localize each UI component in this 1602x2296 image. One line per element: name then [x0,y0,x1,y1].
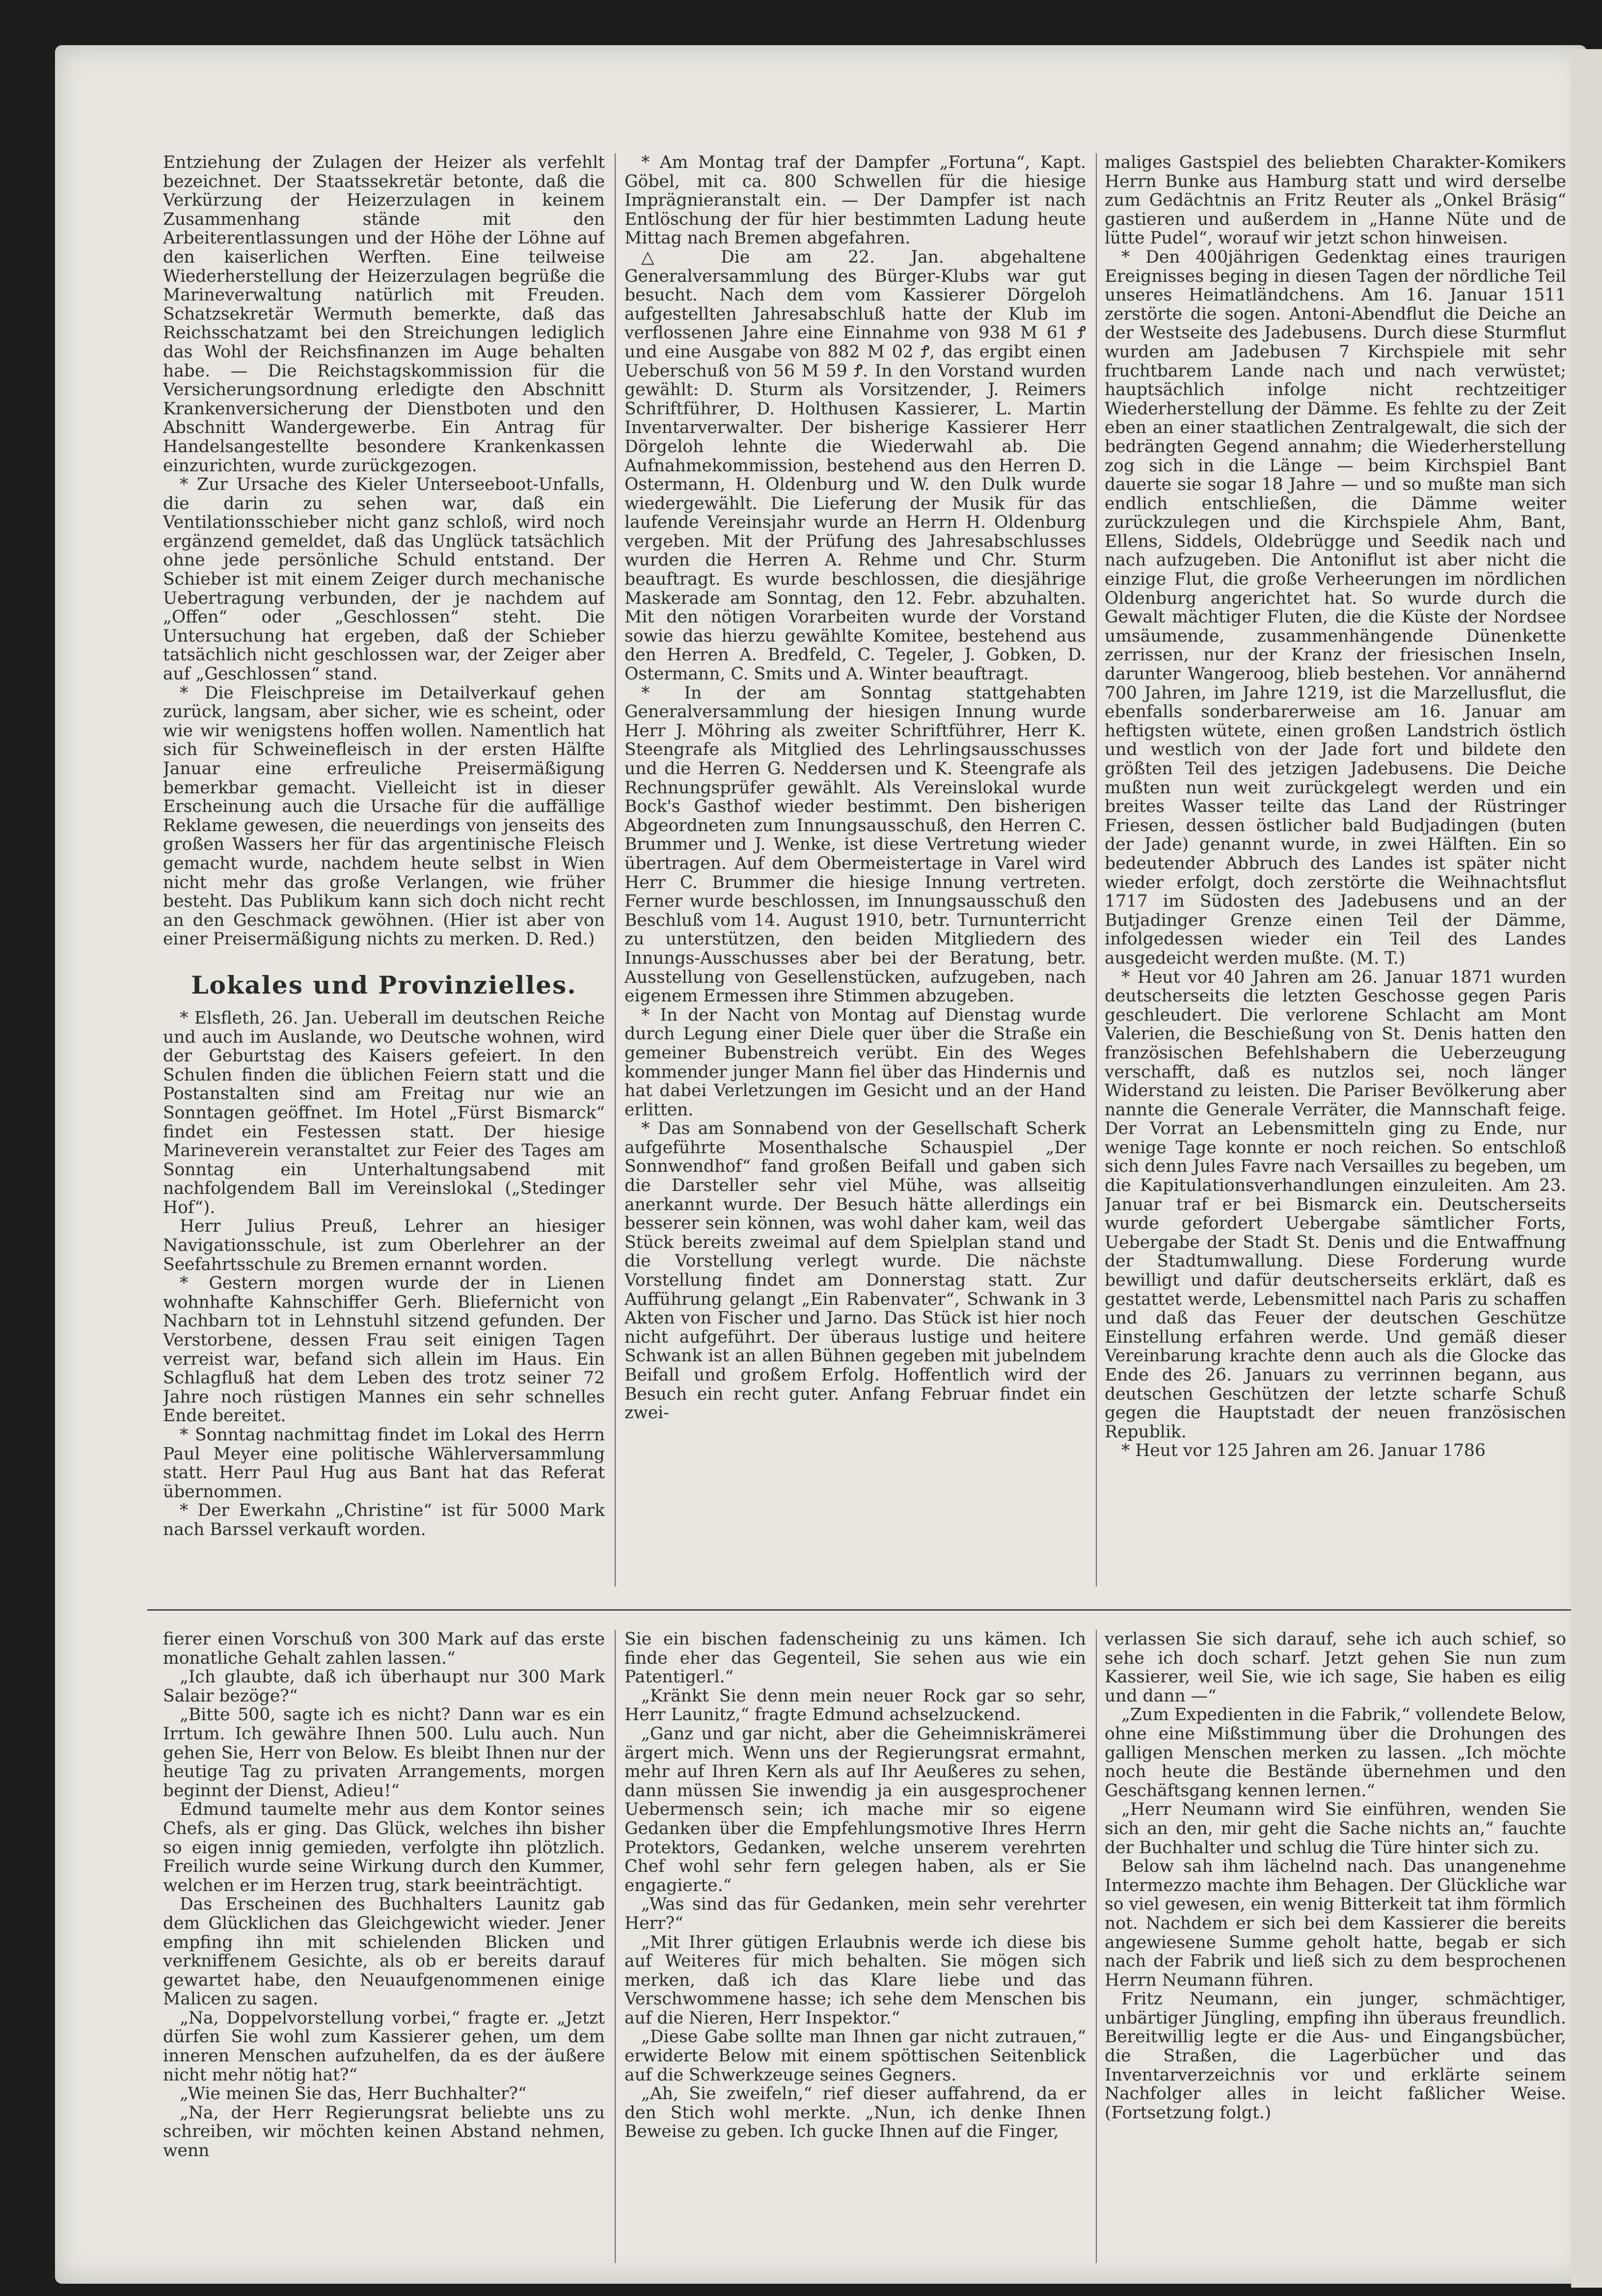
news-column-2 [625,153,1086,1592]
paragraph: „Mit Ihrer gütigen Erlaubnis werde ich diese bis auf Weiteres für mich behalten. Sie mögen sich merken, daß ich das Klare liebe und das Verschwommene hasse; ich sehe dem Menschen bis auf die Nieren, Herr Inspektor.“ [625,1932,1086,2028]
paragraph: * In der Nacht von Montag auf Dienstag wurde durch Legung einer Diele quer über die Straße ein gemeiner Bubenstreich verübt. Ein des Weges kommender junger Mann fiel über das Hindernis und hat dabei Verletzungen im Gesicht und an der Hand erlitten. [625,1005,1086,1120]
adjacent-page-edge [1571,49,1602,2288]
paragraph: * Sonntag nachmittag findet im Lokal des Herrn Paul Meyer eine politische Wählerversammlung statt. Herr Paul Hug aus Bant hat das Referat übernommen. [163,1425,605,1502]
paragraph: „Na, der Herr Regierungsrat beliebte uns zu schreiben, wir möchten keinen Abstand nehmen, wenn [163,2103,605,2161]
paragraph: * Elsfleth, 26. Jan. Ueberall im deutschen Reiche und auch im Auslande, wo Deutsche wohnen, wird der Geburtstag des Kaisers gefeiert. In den Schulen finden die üblichen Feiern statt und die Postanstalten sind am Freitag nur wie an Sonntagen geöffnet. Im Hotel „Fürst Bismarck“ findet ein Festessen statt. Der hiesige Marineverein veranstaltet zur Feier des Tages am Sonntag ein Unterhaltungsabend mit nachfolgendem Ball im Vereinslokal („Stedinger Hof“). [163,1008,605,1217]
column-rule [1096,153,1097,1587]
feuilleton-column-1 [163,1630,605,2268]
paragraph: „Bitte 500, sagte ich es nicht? Dann war es ein Irrtum. Ich gewähre Ihnen 500. Lulu auch. Nun gehen Sie, Herr von Below. Es bleibt Ihnen nur der heutige Tag zu privaten Arrangements, morgen beginnt der Dienst, Adieu!“ [163,1705,605,1801]
news-column-1 [163,153,605,1592]
paragraph: „Herr Neumann wird Sie einführen, wenden Sie sich an den, mir geht die Sache nichts an,“ fauchte der Buchhalter und schlug die Türe hinter sich zu. [1105,1800,1566,1858]
paragraph: Fritz Neumann, ein junger, schmächtiger, unbärtiger Jüngling, empfing ihn überaus freundlich. Bereitwillig legte er die Aus- und Eingangsbücher, die Straßen, die Lagerbücher und das Inventarverzeichnis vor und erklärte seinem Nachfolger alles in leicht faßlicher Weise. (Fortsetzung folgt.) [1105,1989,1566,2123]
paragraph: * Das am Sonnabend von der Gesellschaft Scherk aufgeführte Mosenthalsche Schauspiel „Der Sonnwendhof“ fand großen Beifall und gaben sich die Darsteller sehr viel Mühe, was allseitig anerkannt wurde. Der Besuch hätte allerdings ein besserer sein können, was wohl daher kam, weil das Stück bereits zweimal auf dem Spielplan stand und die Vorstellung verlegt wurde. Die nächste Vorstellung findet am Donnerstag statt. Zur Aufführung gelangt „Ein Rabenvater“, Schwank in 3 Akten von Fischer und Jarno. Das Stück ist hier noch nicht aufgeführt. Der überaus lustige und heitere Schwank ist an allen Bühnen gegeben mit jubelndem Beifall und großem Erfolg. Hoffentlich wird der Besuch ein recht guter. Anfang Februar findet ein zwei- [625,1119,1086,1423]
paragraph: Das Erscheinen des Buchhalters Launitz gab dem Glücklichen das Gleichgewicht wieder. Jener empfing ihn mit schielenden Blicken und verkniffenem Gesichte, als ob er bereits darauf gewartet habe, den Neuaufgenommenen einige Malicen zu sagen. [163,1894,605,2009]
paragraph: * Den 400jährigen Gedenktag eines traurigen Ereignisses beging in diesen Tagen der nördliche Teil unseres Heimatländchens. Am 16. Januar 1511 zerstörte die sogen. Antoni-Abendflut die Deiche an der Westseite des Jadebusens. Durch diese Sturmflut wurden am Jadebusen 7 Kirchspiele mit sehr fruchtbarem Lande nach und nach verwüstet; hauptsächlich infolge nicht rechtzeitiger Wiederherstellung der Dämme. Es fehlte zu der Zeit eben an einer staatlichen Zentralgewalt, die sich der bedrängten Gegend annahm; die Wiederherstellung zog sich in die Länge — beim Kirchspiel Bant dauerte sie sogar 18 Jahre — und so mußte man sich endlich entschließen, die Dämme weiter zurückzulegen und die Kirchspiele Ahm, Bant, Ellens, Siddels, Oldebrügge und Seedik nach und nach aufzugeben. Die Antoniflut ist aber nicht die einzige Flut, die große Verheerungen im nördlichen Oldenburg angerichtet hat. So wurde durch die Gewalt mächtiger Fluten, die die Küste der Nordsee umsäumende, zusammenhängende Dünenkette zerrissen, nur der Kranz der friesischen Inseln, darunter Wangeroog, blieb bestehen. Vor annähernd 700 Jahren, im Jahre 1219, ist die Marzellusflut, die ebenfalls sonderbarerweise am 16. Januar am heftigsten wütete, einen großen Landstrich östlich und westlich von der Jade fort und bildete den größten Teil des jetzigen Jadebusens. Die Deiche mußten nun weit zurückgelegt werden und ein breites Wasser teilte das Land der Rüstringer Friesen, dessen östlicher bald Budjadingen (buten der Jade) genannt wurde, in zwei Hälften. Ein so bedeutender Abbruch des Landes ist später nicht wieder erfolgt, doch zerstörte die Weihnachtsflut 1717 im Südosten des Jadebusens und an der Butjadinger Grenze einen Teil der Dämme, infolgedessen wieder ein Teil des Landes ausgedeicht werden mußte. (M. T.) [1105,247,1566,968]
news-column-3 [1105,153,1566,1592]
paragraph: * Der Ewerkahn „Christine“ ist für 5000 Mark nach Barssel verkauft worden. [163,1501,605,1540]
paragraph: * In der am Sonntag stattgehabten Generalversammlung der hiesigen Innung wurde Herr J. Möhring als zweiter Schriftführer, Herr K. Steengrafe als Mitglied des Lehrlingsausschusses und die Herren G. Neddersen und K. Steengrafe als Rechnungsprüfer gewählt. Als Vereinslokal wurde Bock's Gasthof wieder bestimmt. Den bisherigen Abgeordneten zum Innungsausschuß, den Herren C. Brummer und J. Wenke, ist diese Vertretung wieder übertragen. Auf dem Obermeistertage in Varel wird Herr C. Brummer die hiesige Innung vertreten. Ferner wurde beschlossen, im Innungsausschuß den Beschluß vom 14. August 1910, betr. Turnunterricht zu unterstützen, den beiden Mitgliedern des Innungs-Ausschusses aber bei der Beratung, betr. Ausstellung von Gesellenstücken, aufzugeben, nach eigenem Ermessen ihre Stimmen abzugeben. [625,683,1086,1006]
paragraph: * Die Fleischpreise im Detailverkauf gehen zurück, langsam, aber sicher, wie es scheint, oder wie wir wenigstens hoffen wollen. Namentlich hat sich für Schweinefleisch in der ersten Hälfte Januar eine erfreuliche Preisermäßigung bemerkbar gemacht. Vielleicht ist in dieser Erscheinung auch die Ursache für die auffällige Reklame gewesen, die neuerdings von jenseits des großen Wassers her für das argentinische Fleisch gemacht wurde, nachdem heute selbst in Wien nicht mehr das große Verlangen, wie früher besteht. Das Publikum kann sich doch nicht recht an den Geschmack gewöhnen. (Hier ist aber von einer Preisermäßigung nichts zu merken. D. Red.) [163,683,605,949]
paragraph: „Was sind das für Gedanken, mein sehr verehrter Herr?“ [625,1894,1086,1933]
paragraph: „Ich glaubte, daß ich überhaupt nur 300 Mark Salair bezöge?“ [163,1667,605,1706]
column-rule [615,153,616,1587]
paragraph: △ Die am 22. Jan. abgehaltene Generalversammlung des Bürger-Klubs war gut besucht. Nach dem vom Kassierer Dörgeloh aufgestellten Jahresabschluß hatte der Klub im verflossenen Jahre eine Einnahme von 938 M 61 Ꝭ und eine Ausgabe von 882 M 02 Ꝭ, das ergibt einen Ueberschuß von 56 M 59 Ꝭ. In den Vorstand wurden gewählt: D. Sturm als Vorsitzender, J. Reimers Schriftführer, D. Holthusen Kassierer, L. Martin Inventarverwalter. Der bisherige Kassierer Herr Dörgeloh lehnte die Wiederwahl ab. Die Aufnahmekommission, bestehend aus den Herren D. Ostermann, H. Oldenburg und W. den Dulk wurde wiedergewählt. Die Lieferung der Musik für das laufende Vereinsjahr wurde an Herrn H. Oldenburg vergeben. Mit der Prüfung des Jahresabschlusses wurden die Herren A. Rehme und Chr. Sturm beauftragt. Es wurde beschlossen, die diesjährige Maskerade am Sonntag, den 12. Febr. abzuhalten. Mit den nötigen Vorarbeiten wurde der Vorstand sowie das hierzu gewählte Komitee, bestehend aus den Herren A. Bredfeld, C. Tegeler, J. Gobken, D. Ostermann, C. Smits und A. Winter beauftragt. [625,247,1086,684]
paragraph: „Ganz und gar nicht, aber die Geheimniskrämerei ärgert mich. Wenn uns der Regierungsrat ermahnt, mehr auf Ihren Kern als auf Ihr Aeußeres zu sehen, dann müssen Sie inwendig ja ein ausgesprochener Uebermensch sein; ich mache mir so eigene Gedanken über die Empfehlungsmotive Ihres Herrn Protektors, Gedanken, welche unserem verehrten Chef wohl sehr fern gelegen haben, als er Sie engagierte.“ [625,1724,1086,1895]
paragraph: Herr Julius Preuß, Lehrer an hiesiger Navigationsschule, ist zum Oberlehrer an der Seefahrtsschule zu Bremen ernannt worden. [163,1216,605,1274]
paragraph: * Zur Ursache des Kieler Unterseeboot-Unfalls, die darin zu sehen war, daß ein Ventilationsschieber nicht ganz schloß, wird noch ergänzend gemeldet, daß das Unglück tatsächlich ohne jede persönliche Schuld entstand. Der Schieber ist mit einem Zeiger durch mechanische Uebertragung verbunden, der je nachdem auf „Offen“ oder „Geschlossen“ steht. Die Untersuchung hat ergeben, daß der Schieber tatsächlich nicht geschlossen war, der Zeiger aber auf „Geschlossen“ stand. [163,475,605,684]
column-rule [1096,1630,1097,2263]
paragraph: * Gestern morgen wurde der in Lienen wohnhafte Kahnschiffer Gerh. Bliefernicht von Nachbarn tot in Lehnstuhl sitzend gefunden. Der Verstorbene, dessen Frau seit einigen Tagen verreist war, befand sich allein im Haus. Ein Schlagfluß hat dem Leben des trotz seiner 72 Jahre noch rüstigen Mannes ein sehr schnelles Ende bereitet. [163,1273,605,1426]
column-rule [615,1630,616,2263]
paragraph: verlassen Sie sich darauf, sehe ich auch schief, so sehe ich doch scharf. Jetzt gehen Sie nun zum Kassierer, weil Sie, wie ich sage, Sie haben es eilig und dann —“ [1105,1630,1566,1706]
paragraph: maliges Gastspiel des beliebten Charakter-Komikers Herrn Bunke aus Hamburg statt und wird derselbe zum Gedächtnis an Fritz Reuter als „Onkel Bräsig“ gastieren und außerdem in „Hanne Nüte und de lütte Pudel“, worauf wir jetzt schon hinweisen. [1105,153,1566,248]
paragraph: Entziehung der Zulagen der Heizer als verfehlt bezeichnet. Der Staatssekretär betonte, daß die Verkürzung der Heizerzulagen in keinem Zusammenhang stände mit den Arbeiterentlassungen und der Höhe der Löhne auf den kaiserlichen Werften. Eine teilweise Wiederherstellung der Heizerzulagen begrüße die Marineverwaltung natürlich mit Freuden. Schatzsekretär Wermuth bemerkte, daß das Reichsschatzamt bei den Streichungen lediglich das Wohl der Reichsfinanzen im Auge behalten habe. — Die Reichstagskommission für die Versicherungsordnung erledigte den Abschnitt Krankenversicherung der Dienstboten und den Abschnitt Wandergewerbe. Ein Antrag für Handelsangestellte besondere Krankenkassen einzurichten, wurde zurückgezogen. [163,153,605,476]
feuilleton-column-2 [625,1630,1086,2268]
paragraph: Sie ein bischen fadenscheinig zu uns kämen. Ich finde eher das Gegenteil, Sie sehen aus wie ein Patentigerl.“ [625,1630,1086,1687]
paragraph: „Ah, Sie zweifeln,“ rief dieser auffahrend, da er den Stich wohl merkte. „Nun, ich denke Ihnen Beweise zu geben. Ich gucke Ihnen auf die Finger, [625,2084,1086,2142]
paragraph: fierer einen Vorschuß von 300 Mark auf das erste monatliche Gehalt zahlen lassen.“ [163,1630,605,1668]
paragraph: Below sah ihm lächelnd nach. Das unangenehme Intermezzo machte ihm Behagen. Der Glückliche war so viel gewesen, ein wenig Bitterkeit tat ihm förmlich not. Nachdem er sich bei dem Kassierer die bereits angewiesene Summe geholt hatte, begab er sich nach der Fabrik und ließ sich zu dem besprochenen Herrn Neumann führen. [1105,1857,1566,1990]
paragraph: * Am Montag traf der Dampfer „Fortuna“, Kapt. Göbel, mit ca. 800 Schwellen für die hiesige Imprägnieranstalt ein. — Der Dampfer ist nach Entlöschung der für hier bestimmten Ladung heute Mittag nach Bremen abgefahren. [625,153,1086,248]
feuilleton-divider [147,1609,1571,1611]
paragraph: * Heut vor 125 Jahren am 26. Januar 1786 [1121,1441,1486,1461]
paragraph: „Kränkt Sie denn mein neuer Rock gar so sehr, Herr Launitz,“ fragte Edmund achselzuckend. [625,1686,1086,1725]
paragraph: „Zum Expedienten in die Fabrik,“ vollendete Below, ohne eine Mißstimmung über die Drohungen des galligen Menschen merken zu lassen. „Ich möchte noch heute die Bestände übernehmen und den Geschäftsgang kennen lernen.“ [1105,1705,1566,1801]
paragraph: * Heut vor 40 Jahren am 26. Januar 1871 wurden deutscherseits die letzten Geschosse gegen Paris geschleudert. Die verlorene Schlacht am Mont Valerien, die Beschießung von St. Denis hatten den französischen Befehlshabern die Ueberzeugung verschafft, daß es nutzlos sei, noch länger Widerstand zu leisten. Die Pariser Bevölkerung aber nannte die Generale Verräter, die Mannschaft feige. Der Vorrat an Lebensmitteln ging zu Ende, nur wenige Tage konnte er noch reichen. So entschloß sich denn Jules Favre nach Versailles zu begeben, um die Kapitulationsverhandlungen einzuleiten. Am 23. Januar traf er bei Bismarck ein. Deutscherseits wurde gefordert Uebergabe sämtlicher Forts, Uebergabe der Stadt St. Denis und die Entwaffnung der Stadtumwallung. Diese Forderung wurde bewilligt und dafür deutscherseits erklärt, daß es gestattet werde, Lebensmittel nach Paris zu schaffen und daß das Feuer der deutschen Geschütze Einstellung erfahren werde. Und gemäß dieser Vereinbarung krachte denn auch als die Glocke das Ende des 26. Januars zu verrinnen begann, aus deutschen Geschützen der letzte scharfe Schuß gegen die Hauptstadt der neuen französischen Republik. [1105,967,1566,1442]
paragraph: „Na, Doppelvorstellung vorbei,“ fragte er. „Jetzt dürfen Sie wohl zum Kassierer gehen, um dem inneren Menschen aufzuhelfen, da es der äußere nicht mehr nötig hat?“ [163,2008,605,2085]
paragraph: Edmund taumelte mehr aus dem Kontor seines Chefs, als er ging. Das Glück, welches ihn bisher so eigen innig gemieden, verfolgte ihn plötzlich. Freilich wurde seine Wirkung durch den Kummer, welchen er im Herzen trug, stark beeinträchtigt. [163,1800,605,1895]
feuilleton-column-3 [1105,1630,1566,2268]
paragraph: „Wie meinen Sie das, Herr Buchhalter?“ [180,2084,527,2104]
paragraph: „Diese Gabe sollte man Ihnen gar nicht zutrauen,“ erwiderte Below mit einem spöttischen Seitenblick auf die Schwerkzeuge seines Gegners. [625,2027,1086,2085]
section-heading: Lokales und Provinzielles. [191,970,577,999]
